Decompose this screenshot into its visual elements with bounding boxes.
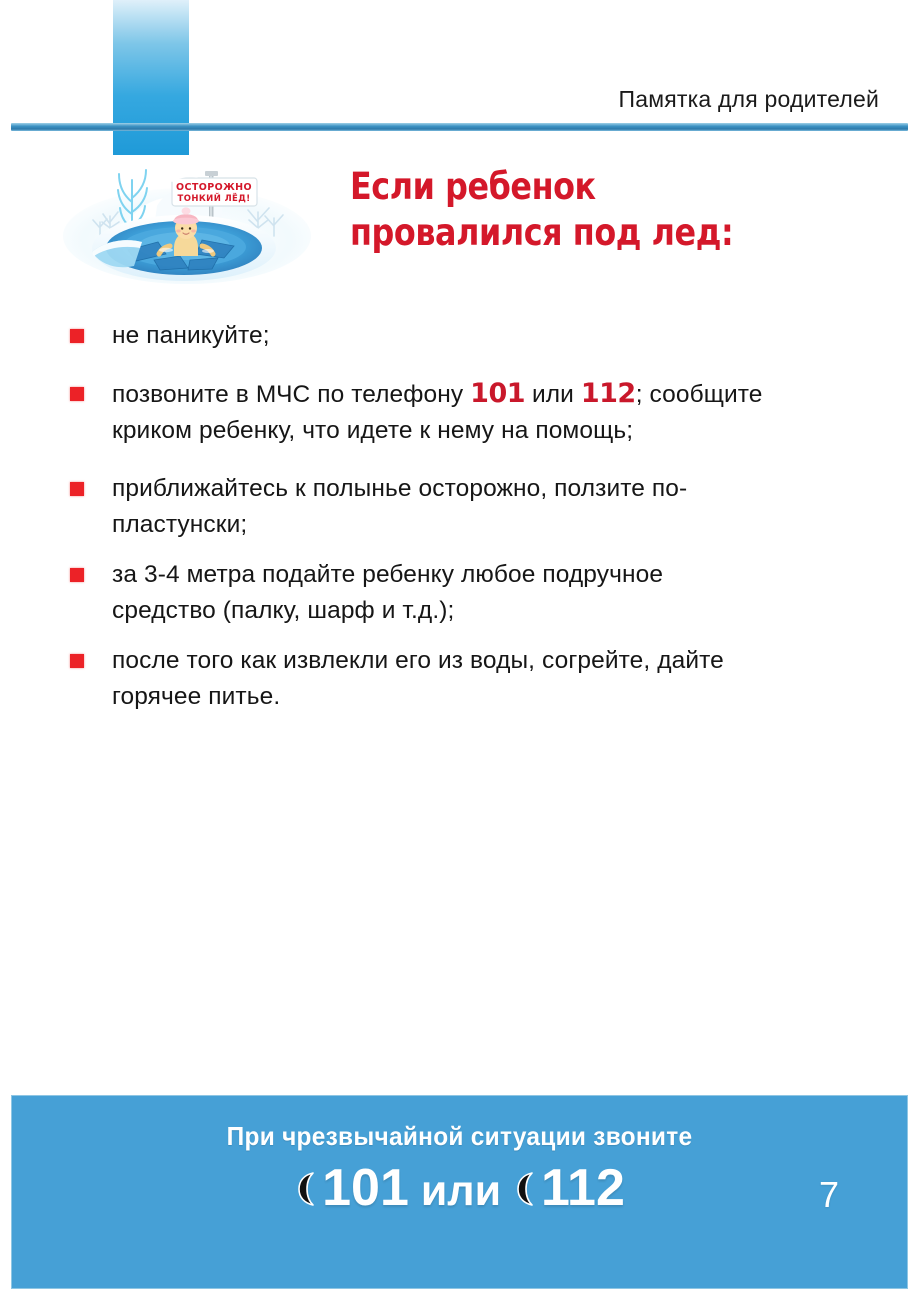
text-run: не паникуйте; <box>112 322 270 349</box>
list-item-text <box>112 376 769 449</box>
list-item-text <box>112 318 769 354</box>
bullet-square-icon <box>70 654 84 668</box>
instruction-list <box>0 318 919 729</box>
bullet-square-icon <box>70 329 84 343</box>
emergency-number-101: 101 <box>322 1159 409 1217</box>
header-title: Памятка для родителей <box>618 86 879 112</box>
list-item-text <box>112 643 769 715</box>
text-run: позвоните в МЧС по телефону <box>112 381 471 408</box>
text-run: после того как извлекли его из воды, согрейте, дайте горячее питье. <box>112 647 724 710</box>
emergency-footer-banner <box>12 1096 907 1288</box>
phone-handset-icon-2 <box>513 1169 539 1209</box>
child-fallen-through-ice-illustration <box>62 128 312 288</box>
text-run: за 3-4 метра подайте ребенку любое подручное средство (палку, шарф и т.д.); <box>112 561 664 624</box>
text-run: приближайтесь к полынье осторожно, ползите по-пластунски; <box>112 475 688 538</box>
page-title-line-1: Если ребенок <box>350 165 596 208</box>
emergency-number: 112 <box>580 378 636 409</box>
svg-text:ОСТОРОЖНО: ОСТОРОЖНО <box>176 182 252 193</box>
bullet-square-icon <box>70 482 84 496</box>
emergency-number: 101 <box>470 378 526 409</box>
text-run: ; сообщите криком ребенку, что идете к нему на помощь; <box>112 381 763 444</box>
phone-handset-icon <box>294 1169 320 1209</box>
list-item-hand-over-object <box>0 557 919 629</box>
page-title <box>350 164 734 256</box>
footer-emergency-numbers <box>12 1158 907 1221</box>
list-item-do-not-panic <box>0 318 919 354</box>
text-run: или <box>525 381 581 408</box>
footer-conjunction: или <box>420 1167 502 1215</box>
list-item-approach-carefully <box>0 471 919 543</box>
svg-text:ТОНКИЙ ЛЁД!: ТОНКИЙ ЛЁД! <box>177 194 251 204</box>
list-item-text <box>112 557 769 629</box>
bullet-square-icon <box>70 568 84 582</box>
page-number: 7 <box>818 1174 839 1215</box>
page-title-line-2: провалился под лед: <box>350 211 734 254</box>
list-item-warm-up-after-rescue <box>0 643 919 715</box>
bullet-square-icon <box>70 387 84 401</box>
list-item-text <box>112 471 769 543</box>
footer-call-prompt: При чрезвычайной ситуации звоните <box>226 1121 693 1151</box>
list-item-call-emergency <box>0 376 919 449</box>
emergency-number-112: 112 <box>540 1159 625 1217</box>
